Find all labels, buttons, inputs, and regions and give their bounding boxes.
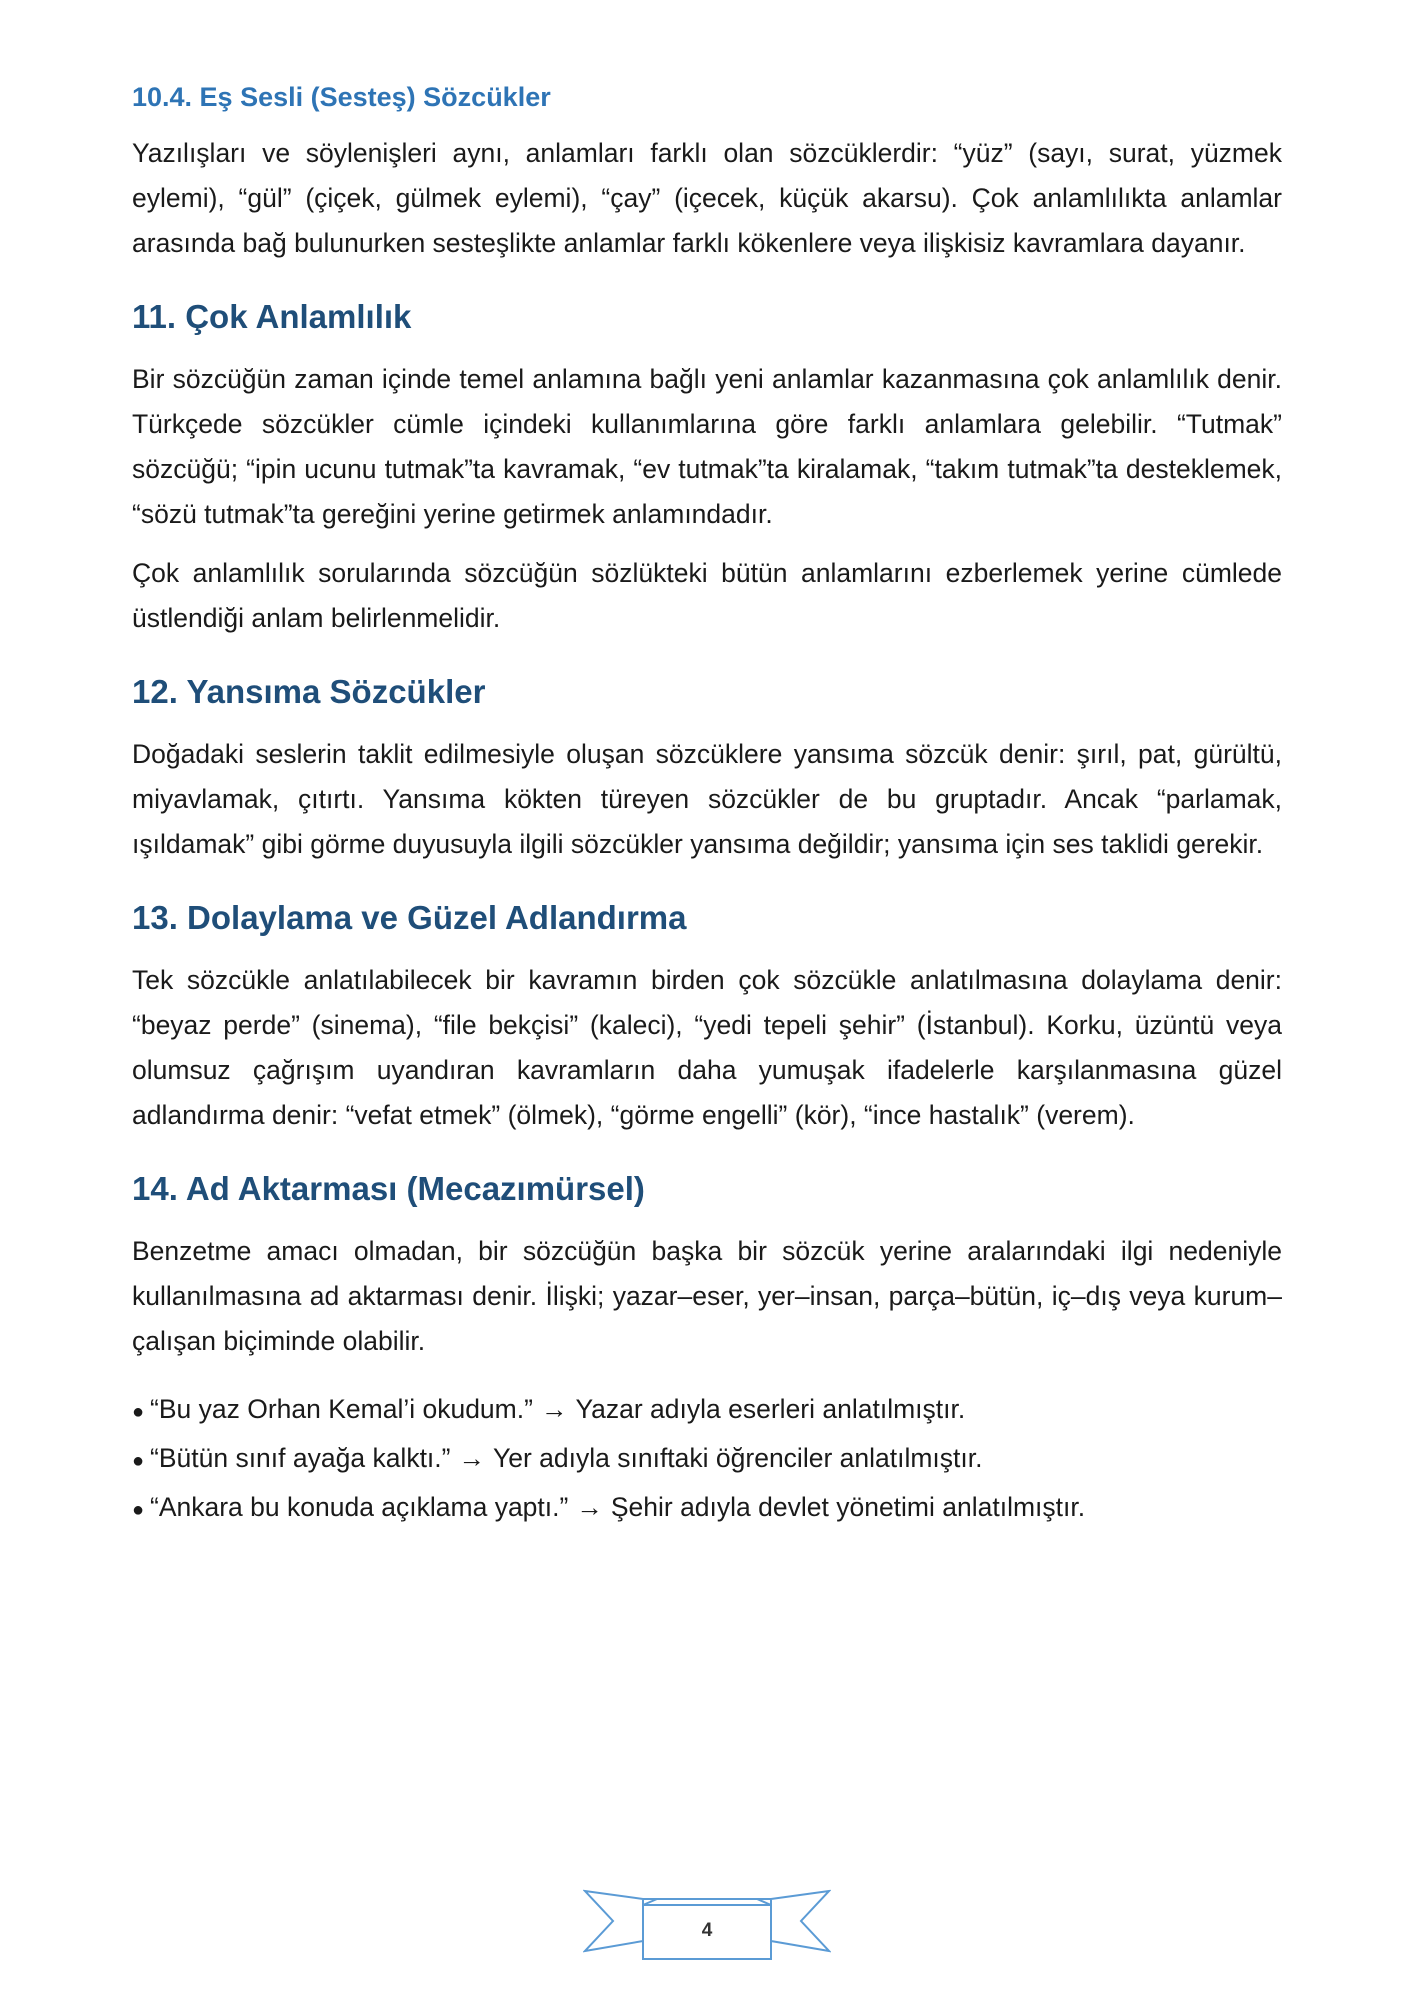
section-paragraph: Yazılışları ve söylenişleri aynı, anlamları farklı olan sözcüklerdir: “yüz” (sayı, surat, yüzmek eylemi), “gül” (çiçek, gülmek eylemi), “çay” (içecek, küçük akarsu). Çok anlamlılıkta anlamlar arasında bağ bulunurken sesteşlikte anlamlar farklı kökenlere veya ilişkisiz kavramlara dayanır. xyxy=(132,138,1282,259)
example-quote: “Bütün sınıf ayağa kalktı.” xyxy=(150,1442,451,1473)
section-heading: 11. Çok Anlamlılık xyxy=(132,298,412,336)
section-11 xyxy=(132,296,1282,641)
page-number: 4 xyxy=(701,1920,713,1941)
example-explanation: Yer adıyla sınıftaki öğrenciler anlatılmıştır. xyxy=(492,1442,983,1473)
example-quote: “Bu yaz Orhan Kemal’i okudum.” xyxy=(150,1393,533,1424)
example-explanation: Şehir adıyla devlet yönetimi anlatılmıştır. xyxy=(610,1491,1086,1522)
bullet-icon: ● xyxy=(132,1449,145,1472)
section-10-4 xyxy=(132,80,1282,266)
example-quote: “Ankara bu konuda açıklama yaptı.” xyxy=(150,1491,569,1522)
section-12 xyxy=(132,671,1282,867)
arrow-right-icon: → xyxy=(540,1393,568,1424)
bullet-icon: ● xyxy=(132,1498,145,1521)
section-paragraph: Bir sözcüğün zaman içinde temel anlamına bağlı yeni anlamlar kazanmasına çok anlamlılık denir. Türkçede sözcükler cümle içindeki kullanımlarına göre farklı anlamlara gelebilir. “Tutmak” sözcüğü; “ipin ucunu tutmak”ta kavramak, “ev tutmak”ta kiralamak, “takım tutmak”ta desteklemek, “sözü tutmak”ta gereğini yerine getirmek anlamındadır. xyxy=(132,363,1282,529)
example-list xyxy=(132,1386,1282,1533)
arrow-right-icon: → xyxy=(576,1491,603,1522)
section-13 xyxy=(132,897,1282,1138)
arrow-right-icon: → xyxy=(458,1442,485,1473)
section-paragraph: Çok anlamlılık sorularında sözcüğün sözlükteki bütün anlamlarını ezberlemek yerine cümlede üstlendiği anlam belirlenmelidir. xyxy=(132,557,1282,633)
list-item xyxy=(132,1386,1282,1435)
section-heading: 14. Ad Aktarması (Mecazımürsel) xyxy=(132,1169,645,1207)
example-explanation: Yazar adıyla eserleri anlatılmıştır. xyxy=(575,1393,966,1424)
list-item xyxy=(132,1484,1282,1533)
bullet-icon: ● xyxy=(132,1400,145,1423)
page-number-ribbon xyxy=(583,1885,831,1965)
section-14 xyxy=(132,1168,1282,1533)
section-paragraph: Benzetme amacı olmadan, bir sözcüğün başka bir sözcük yerine aralarındaki ilgi nedeniyle kullanılmasına ad aktarması denir. İlişki; yazar–eser, yer–insan, parça–bütün, iç–dış veya kurum–çalışan biçiminde olabilir. xyxy=(132,1235,1282,1356)
document-page xyxy=(132,80,1282,1563)
section-paragraph: Tek sözcükle anlatılabilecek bir kavramın birden çok sözcükle anlatılmasına dolaylama denir: “beyaz perde” (sinema), “file bekçisi” (kaleci), “yedi tepeli şehir” (İstanbul). Korku, üzüntü veya olumsuz çağrışım uyandıran kavramların daha yumuşak ifadelerle karşılanmasına güzel adlandırma denir: “vefat etmek” (ölmek), “görme engelli” (kör), “ince hastalık” (verem). xyxy=(132,964,1282,1130)
list-item xyxy=(132,1435,1282,1484)
section-heading: 10.4. Eş Sesli (Sesteş) Sözcükler xyxy=(132,82,551,112)
section-heading: 12. Yansıma Sözcükler xyxy=(132,672,486,710)
section-paragraph: Doğadaki seslerin taklit edilmesiyle oluşan sözcüklere yansıma sözcük denir: şırıl, pat, gürültü, miyavlamak, çıtırtı. Yansıma kökten türeyen sözcükler de bu gruptadır. Ancak “parlamak, ışıldamak” gibi görme duyusuyla ilgili sözcükler yansıma değildir; yansıma için ses taklidi gerekir. xyxy=(132,738,1282,859)
section-heading: 13. Dolaylama ve Güzel Adlandırma xyxy=(132,898,687,936)
